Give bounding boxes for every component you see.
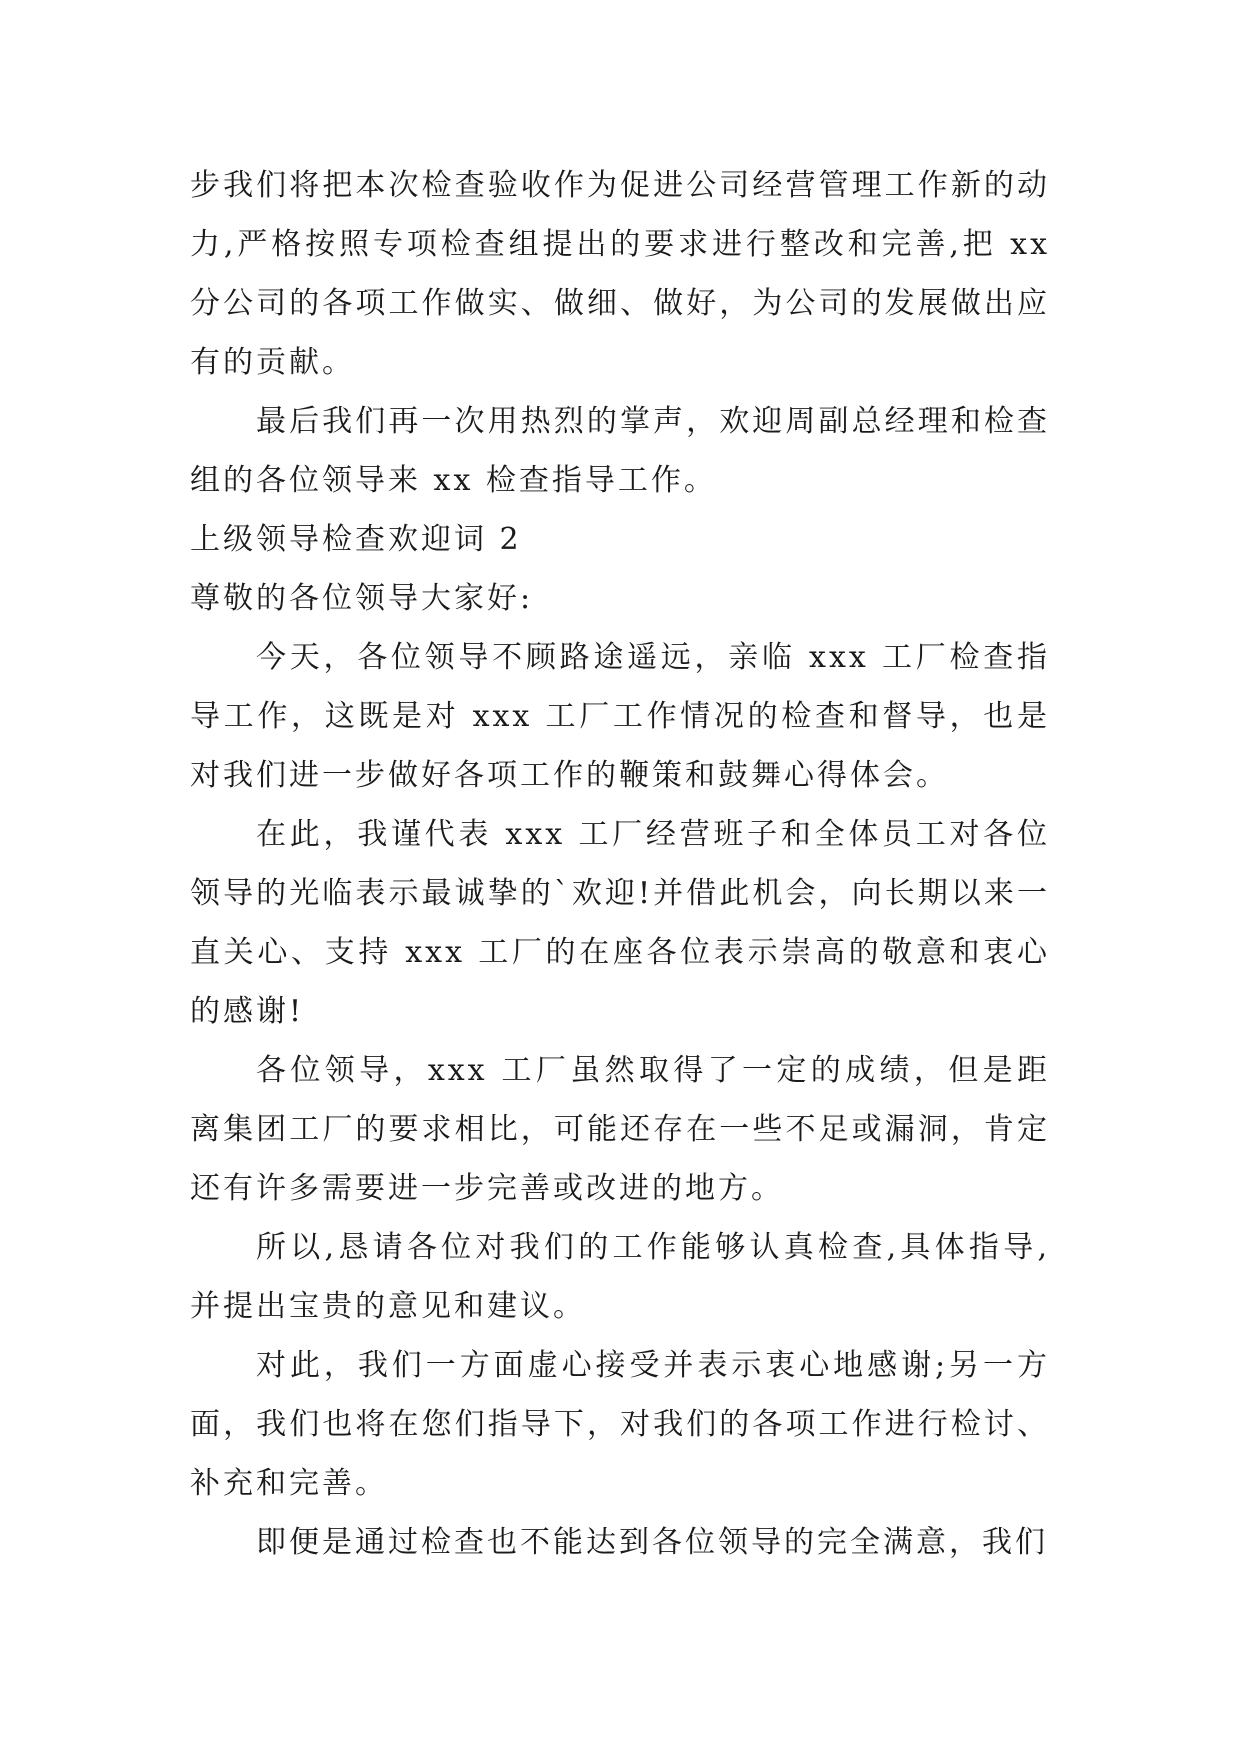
paragraph-on-behalf: 在此，我谨代表 xxx 工厂经营班子和全体员工对各位领导的光临表示最诚挚的`欢迎!并借此机会，向长期以来一直关心、支持 xxx 工厂的在座各位表示崇高的敬意和衷心的感谢! [190, 817, 1050, 1029]
paragraph-final: 即便是通过检查也不能达到各位领导的完全满意，我们 [256, 1525, 1048, 1560]
document-body [190, 156, 1050, 1572]
paragraph-closing-welcome: 最后我们再一次用热烈的掌声，欢迎周副总经理和检查组的各位领导来 xx 检查指导工作。 [190, 404, 1050, 498]
section-heading: 上级领导检查欢迎词 2 [190, 522, 522, 557]
paragraph-today: 今天，各位领导不顾路途遥远，亲临 xxx 工厂检查指导工作，这既是对 xxx 工厂工作情况的检查和督导，也是对我们进一步做好各项工作的鞭策和鼓舞心得体会。 [190, 640, 1050, 793]
paragraph-shortcomings: 各位领导，xxx 工厂虽然取得了一定的成绩，但是距离集团工厂的要求相比，可能还存在一些不足或漏洞，肯定还有许多需要进一步完善或改进的地方。 [190, 1053, 1050, 1206]
paragraph-response: 对此，我们一方面虚心接受并表示衷心地感谢;另一方面，我们也将在您们指导下，对我们的各项工作进行检讨、补充和完善。 [190, 1348, 1050, 1501]
salutation: 尊敬的各位领导大家好: [190, 581, 534, 616]
paragraph-request: 所以,恳请各位对我们的工作能够认真检查,具体指导,并提出宝贵的意见和建议。 [190, 1230, 1050, 1324]
paragraph-continuation: 步我们将把本次检查验收作为促进公司经营管理工作新的动力,严格按照专项检查组提出的要求进行整改和完善,把 xx 分公司的各项工作做实、做细、做好，为公司的发展做出应有的贡献。 [190, 168, 1050, 380]
